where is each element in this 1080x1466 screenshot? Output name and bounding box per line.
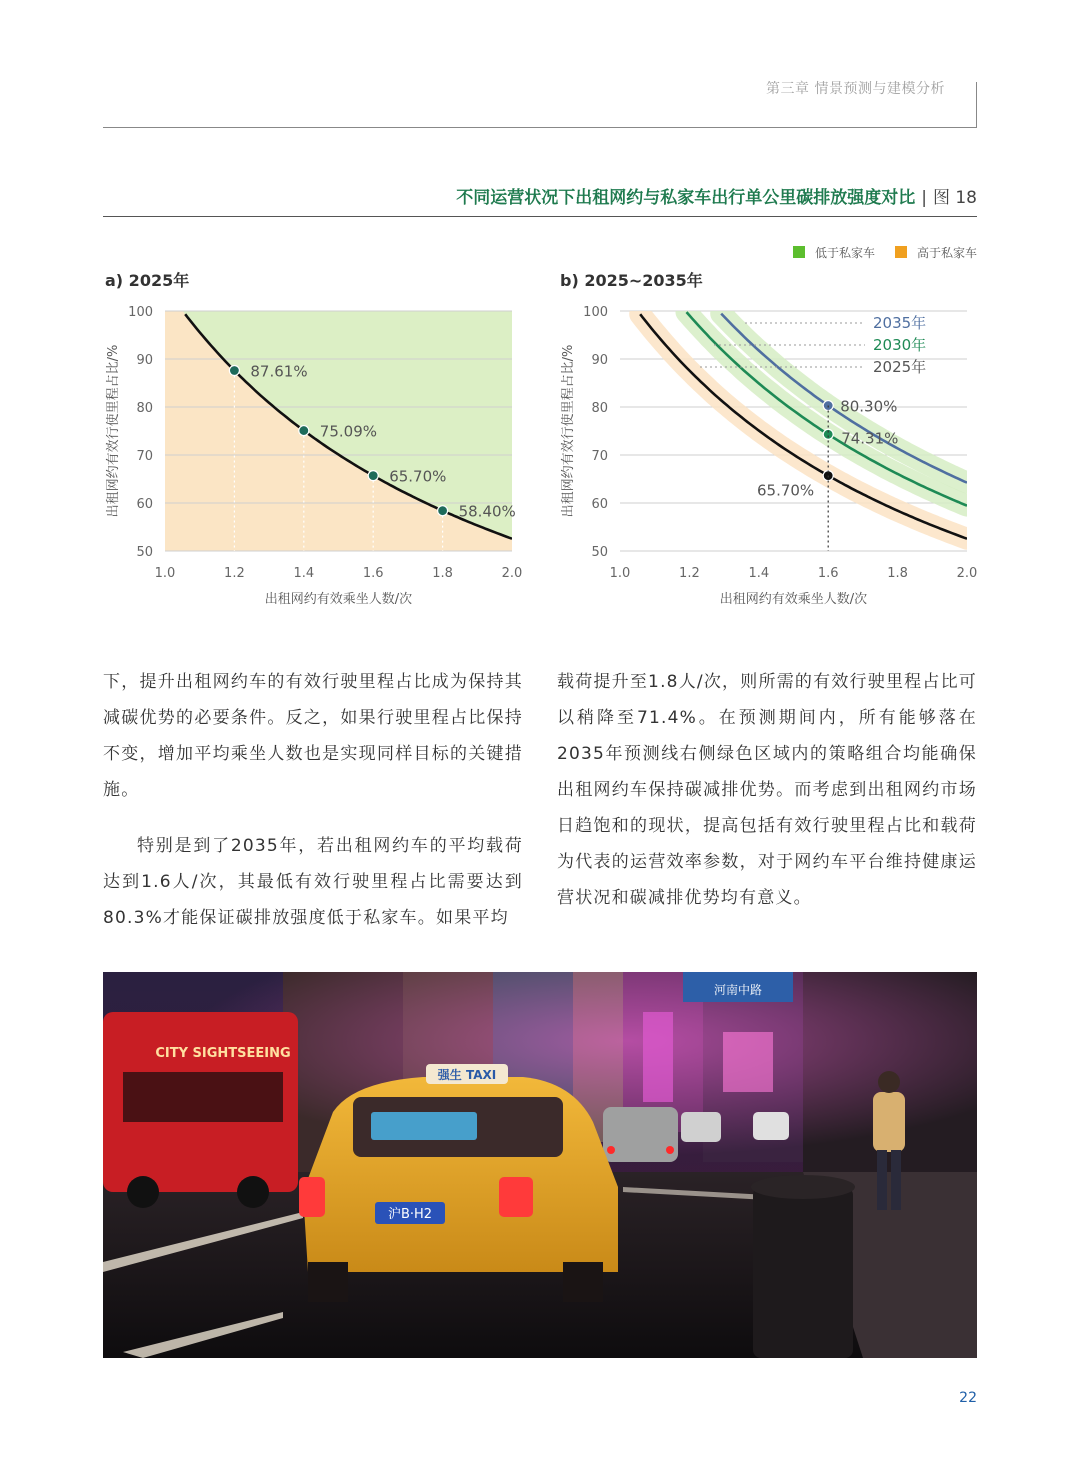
street-photo: [103, 972, 977, 1358]
x-tick-label: 1.2: [224, 566, 245, 581]
data-label: 65.70%: [756, 481, 815, 500]
data-label: 80.30%: [840, 397, 898, 416]
x-tick-label: 1.0: [609, 566, 631, 581]
x-tick-label: 1.4: [293, 566, 315, 581]
data-label: 58.40%: [458, 502, 516, 521]
figure-title: 不同运营状况下出租网约与私家车出行单公里碳排放强度对比: [456, 188, 916, 208]
figure-number: 图 18: [932, 188, 977, 208]
y-axis-label: 出租网约有效行使里程占比/%: [106, 344, 121, 518]
y-tick-label: 90: [136, 353, 153, 368]
y-tick-label: 50: [591, 545, 608, 560]
charts-svg: [0, 0, 1080, 640]
data-point: [229, 365, 239, 375]
data-label: 74.31%: [841, 429, 899, 448]
paragraph: 特别是到了2035年，若出租网约车的平均载荷达到1.6人/次，其最低有效行驶里程占比需要达到80.3%才能保证碳排放强度低于私家车。如果平均: [103, 836, 523, 928]
series-name-label: 2035年: [873, 314, 927, 332]
x-tick-label: 1.4: [748, 566, 770, 581]
road-sign-text: 河南中路: [713, 983, 763, 997]
x-axis-label: 出租网约有效乘坐人数/次: [264, 592, 413, 607]
taxi-roof-sign-text: 强生 TAXI: [437, 1068, 497, 1082]
x-tick-label: 1.2: [679, 566, 700, 581]
x-tick-label: 1.6: [362, 566, 384, 581]
x-tick-label: 2.0: [956, 566, 978, 581]
series-name-label: 2025年: [873, 358, 927, 376]
chart-title: a) 2025年: [105, 271, 190, 290]
y-tick-label: 80: [591, 401, 608, 416]
y-tick-label: 70: [591, 449, 608, 464]
y-axis-label: 出租网约有效行使里程占比/%: [561, 344, 576, 518]
y-tick-label: 80: [136, 401, 153, 416]
y-tick-label: 90: [591, 353, 608, 368]
data-point: [438, 506, 448, 516]
series-name-label: 2030年: [873, 336, 927, 354]
legend-label-higher: 高于私家车: [916, 245, 977, 260]
x-axis-label: 出租网约有效乘坐人数/次: [719, 592, 868, 607]
x-tick-label: 1.8: [887, 566, 908, 581]
y-tick-label: 70: [136, 449, 153, 464]
y-tick-label: 50: [136, 545, 153, 560]
data-point: [368, 471, 378, 481]
data-label: 87.61%: [250, 362, 308, 381]
chart-b: [560, 271, 977, 607]
x-tick-label: 1.8: [432, 566, 453, 581]
y-tick-label: 100: [583, 305, 608, 320]
text-column-right: [557, 664, 977, 916]
bus-sign-text: CITY SIGHTSEEING: [155, 1046, 291, 1061]
x-tick-label: 2.0: [501, 566, 523, 581]
y-tick-label: 60: [136, 497, 153, 512]
legend-label-lower: 低于私家车: [814, 245, 875, 260]
data-label: 75.09%: [319, 422, 378, 441]
street-scene-illustration: [103, 972, 977, 1358]
chart-a: [105, 271, 522, 607]
text-column-left: [103, 664, 523, 936]
data-point: [299, 426, 309, 436]
x-tick-label: 1.6: [817, 566, 839, 581]
chart-title: b) 2025~2035年: [560, 271, 703, 290]
paragraph: 下，提升出租网约车的有效行驶里程占比成为保持其减碳优势的必要条件。反之，如果行驶里程占比保持不变，增加平均乘坐人数也是实现同样目标的关键措施。: [103, 672, 523, 800]
page-number: 22: [959, 1390, 977, 1406]
y-tick-label: 60: [591, 497, 608, 512]
y-tick-label: 100: [128, 305, 153, 320]
figure-separator: |: [921, 188, 927, 208]
data-label: 65.70%: [389, 467, 447, 486]
x-tick-label: 1.0: [154, 566, 176, 581]
taxi-plate-text: 沪B·H2: [387, 1207, 433, 1222]
paragraph: 载荷提升至1.8人/次，则所需的有效行驶里程占比可以稍降至71.4%。在预测期间内，所有能够落在2035年预测线右侧绿色区域内的策略组合均能确保出租网约车保持碳减排优势。而考虑到出租网约市场日趋饱和的现状，提高包括有效行驶里程占比和载荷为代表的运营效率参数，对于网约车平台维持健康运营状况和碳减排优势均有意义。: [557, 672, 977, 908]
running-header: 第三章 情景预测与建模分析: [766, 81, 945, 97]
